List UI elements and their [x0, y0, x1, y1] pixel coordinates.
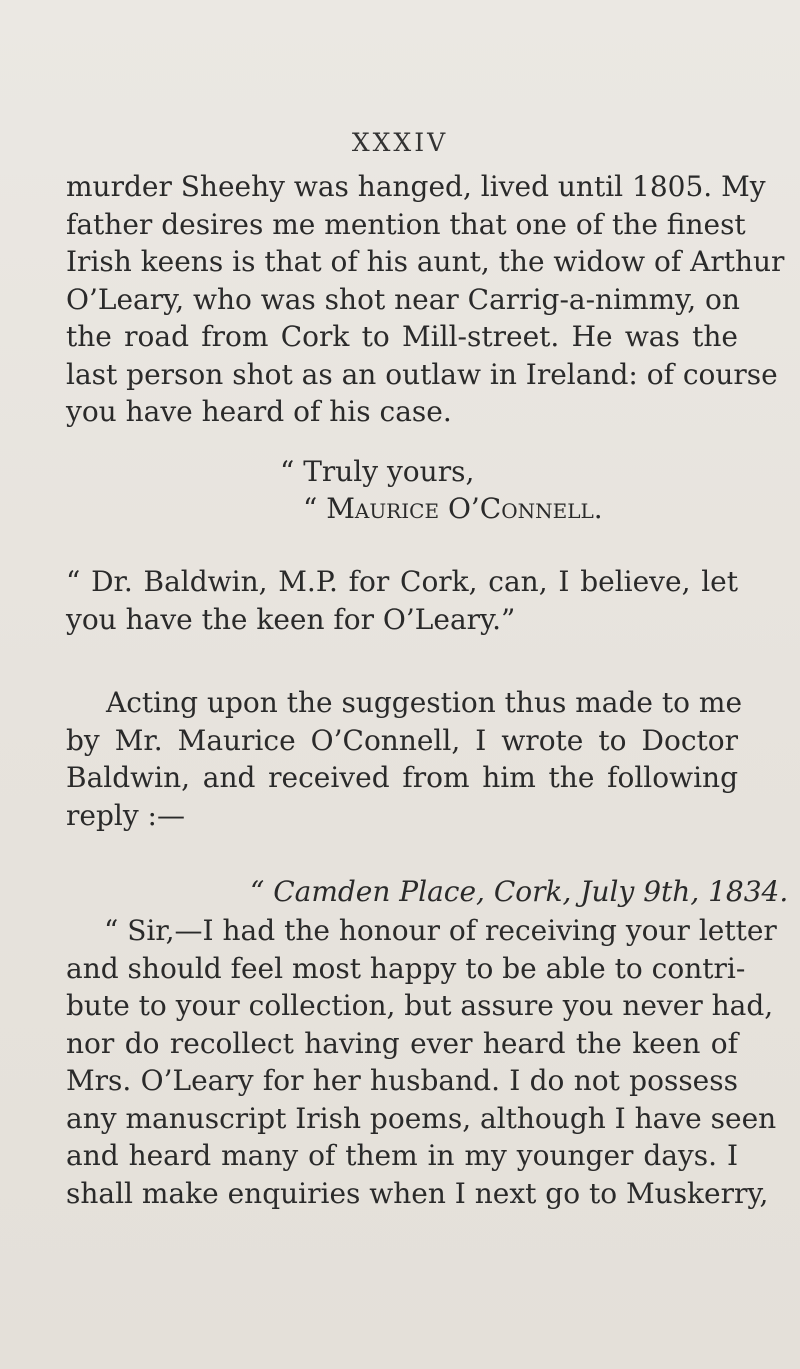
paragraph-4: [66, 912, 777, 1212]
text-line: Mrs. O’Leary for her husband. I do not possess: [66, 1064, 738, 1097]
text-line: by Mr. Maurice O’Connell, I wrote to Doctor: [66, 723, 738, 757]
page-number: XXXIV: [351, 128, 449, 157]
letter-dateline: “ Camden Place, Cork, July 9th, 1834.: [250, 875, 789, 908]
text-line: last person shot as an outlaw in Ireland: of course: [66, 357, 778, 391]
text-line: and heard many of them in my younger days. I: [66, 1139, 738, 1172]
text-line: father desires me mention that one of the finest: [66, 207, 746, 241]
text-line: O’Leary, who was shot near Carrig-a-nimmy, on: [66, 282, 740, 316]
text-line: “ Sir,—I had the honour of receiving your letter: [104, 914, 777, 947]
text-line: the road from Cork to Mill-street. He was the: [66, 320, 738, 353]
text-line: any manuscript Irish poems, although I have seen: [66, 1101, 777, 1135]
text-line: shall make enquiries when I next go to Muskerry,: [66, 1176, 769, 1210]
text-line: “ Dr. Baldwin, M.P. for Cork, can, I believe, let: [66, 565, 738, 598]
text-line: nor do recollect having ever heard the keen of: [66, 1026, 738, 1060]
text-line: you have the keen for O’Leary.”: [66, 602, 516, 636]
letter-closing: “ Truly yours,: [280, 455, 475, 488]
paragraph-2: [66, 563, 738, 638]
letter-signature: “ Maurice O’Connell.: [303, 492, 603, 525]
text-line: you have heard of his case.: [66, 395, 452, 428]
text-line: reply :—: [66, 798, 185, 832]
text-line: murder Sheehy was hanged, lived until 1805. My: [66, 170, 766, 203]
text-line: and should feel most happy to be able to contri-: [66, 951, 746, 985]
text-line: bute to your collection, but assure you never had,: [66, 989, 774, 1022]
paragraph-3: [66, 684, 743, 834]
paragraph-1: [66, 168, 785, 431]
text-line: Acting upon the suggestion thus made to me: [106, 686, 743, 719]
text-line: Baldwin, and received from him the following: [66, 761, 738, 794]
text-line: Irish keens is that of his aunt, the widow of Arthur: [66, 245, 785, 278]
